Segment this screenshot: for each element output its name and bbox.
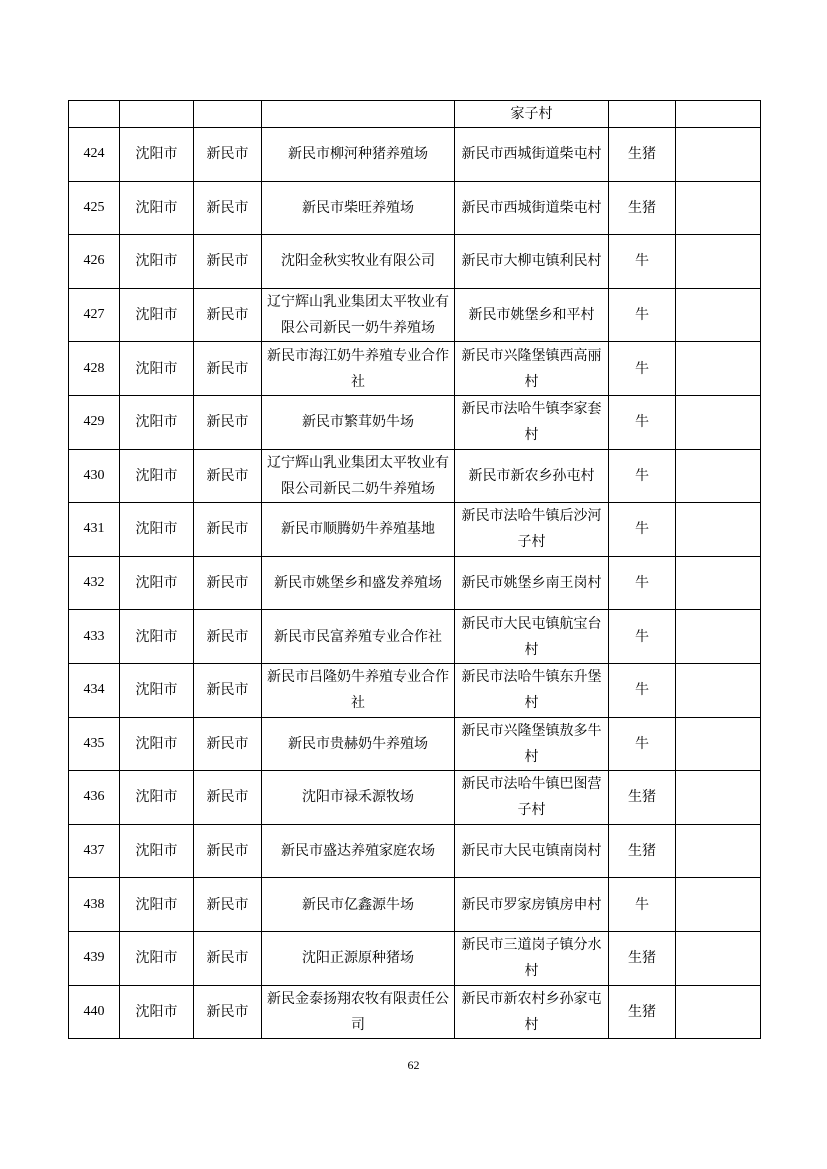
cell-address: 新民市兴隆堡镇敖多牛村 [455, 717, 609, 771]
cell-farm-name [262, 101, 455, 128]
cell-address: 新民市姚堡乡南王岗村 [455, 556, 609, 610]
cell-no: 436 [69, 771, 120, 825]
table-row [69, 663, 761, 717]
cell-address: 新民市法哈牛镇东升堡村 [455, 663, 609, 717]
cell-no: 433 [69, 610, 120, 664]
cell-city: 沈阳市 [120, 288, 194, 342]
cell-county: 新民市 [194, 503, 262, 557]
cell-note [676, 556, 761, 610]
cell-no: 432 [69, 556, 120, 610]
cell-farm-name: 辽宁辉山乳业集团太平牧业有限公司新民二奶牛养殖场 [262, 449, 455, 503]
cell-county: 新民市 [194, 288, 262, 342]
cell-note [676, 771, 761, 825]
cell-note [676, 288, 761, 342]
table-row [69, 610, 761, 664]
cell-county: 新民市 [194, 181, 262, 235]
cell-county: 新民市 [194, 395, 262, 449]
cell-species: 牛 [609, 556, 676, 610]
cell-farm-name: 新民市姚堡乡和盛发养殖场 [262, 556, 455, 610]
table-row [69, 878, 761, 932]
cell-city: 沈阳市 [120, 449, 194, 503]
cell-county: 新民市 [194, 342, 262, 396]
table-row [69, 503, 761, 557]
cell-note [676, 610, 761, 664]
cell-species: 牛 [609, 288, 676, 342]
cell-address: 新民市大民屯镇航宝台村 [455, 610, 609, 664]
table-row [69, 556, 761, 610]
cell-species: 生猪 [609, 181, 676, 235]
cell-address: 新民市兴隆堡镇西高丽村 [455, 342, 609, 396]
cell-farm-name: 新民市顺腾奶牛养殖基地 [262, 503, 455, 557]
cell-address: 新民市三道岗子镇分水村 [455, 931, 609, 985]
cell-county: 新民市 [194, 771, 262, 825]
cell-species: 牛 [609, 503, 676, 557]
cell-city: 沈阳市 [120, 878, 194, 932]
cell-species: 牛 [609, 235, 676, 289]
table-body [69, 101, 761, 1039]
cell-county: 新民市 [194, 556, 262, 610]
cell-no: 438 [69, 878, 120, 932]
page-number: 62 [407, 1058, 420, 1072]
cell-address: 新民市西城街道柴屯村 [455, 181, 609, 235]
cell-city: 沈阳市 [120, 235, 194, 289]
cell-note [676, 235, 761, 289]
cell-farm-name: 新民市柳河种猪养殖场 [262, 128, 455, 182]
cell-species: 牛 [609, 878, 676, 932]
cell-city: 沈阳市 [120, 717, 194, 771]
cell-farm-name: 新民市贵赫奶牛养殖场 [262, 717, 455, 771]
cell-note [676, 503, 761, 557]
cell-city: 沈阳市 [120, 663, 194, 717]
table-row [69, 342, 761, 396]
cell-city: 沈阳市 [120, 610, 194, 664]
cell-city: 沈阳市 [120, 342, 194, 396]
cell-city: 沈阳市 [120, 503, 194, 557]
cell-farm-name: 新民市海江奶牛养殖专业合作社 [262, 342, 455, 396]
cell-no [69, 101, 120, 128]
cell-no: 434 [69, 663, 120, 717]
cell-city: 沈阳市 [120, 985, 194, 1039]
cell-county: 新民市 [194, 610, 262, 664]
cell-farm-name: 新民金泰扬翔农牧有限责任公司 [262, 985, 455, 1039]
cell-address: 新民市西城街道柴屯村 [455, 128, 609, 182]
cell-county: 新民市 [194, 985, 262, 1039]
cell-county: 新民市 [194, 128, 262, 182]
cell-address: 新民市大民屯镇南岗村 [455, 824, 609, 878]
table-row [69, 824, 761, 878]
table-row [69, 931, 761, 985]
cell-note [676, 342, 761, 396]
cell-no: 439 [69, 931, 120, 985]
cell-species: 牛 [609, 663, 676, 717]
table-row [69, 449, 761, 503]
cell-no: 435 [69, 717, 120, 771]
cell-no: 429 [69, 395, 120, 449]
cell-species [609, 101, 676, 128]
cell-city: 沈阳市 [120, 181, 194, 235]
cell-species: 生猪 [609, 771, 676, 825]
cell-species: 生猪 [609, 824, 676, 878]
cell-address: 新民市大柳屯镇利民村 [455, 235, 609, 289]
cell-no: 430 [69, 449, 120, 503]
cell-no: 426 [69, 235, 120, 289]
cell-city [120, 101, 194, 128]
cell-county: 新民市 [194, 931, 262, 985]
cell-farm-name: 新民市柴旺养殖场 [262, 181, 455, 235]
table-row [69, 717, 761, 771]
cell-address: 新民市法哈牛镇后沙河子村 [455, 503, 609, 557]
cell-county: 新民市 [194, 878, 262, 932]
cell-no: 425 [69, 181, 120, 235]
cell-farm-name: 沈阳正源原种猪场 [262, 931, 455, 985]
cell-farm-name: 新民市吕隆奶牛养殖专业合作社 [262, 663, 455, 717]
cell-species: 生猪 [609, 931, 676, 985]
cell-farm-name: 新民市繁茸奶牛场 [262, 395, 455, 449]
cell-farm-name: 新民市亿鑫源牛场 [262, 878, 455, 932]
cell-address: 家子村 [455, 101, 609, 128]
cell-no: 424 [69, 128, 120, 182]
cell-no: 428 [69, 342, 120, 396]
cell-address: 新民市新农村乡孙家屯村 [455, 985, 609, 1039]
cell-note [676, 128, 761, 182]
cell-species: 生猪 [609, 128, 676, 182]
cell-farm-name: 新民市民富养殖专业合作社 [262, 610, 455, 664]
cell-note [676, 101, 761, 128]
table-row [69, 235, 761, 289]
cell-county: 新民市 [194, 235, 262, 289]
cell-city: 沈阳市 [120, 931, 194, 985]
cell-species: 牛 [609, 610, 676, 664]
cell-county [194, 101, 262, 128]
cell-city: 沈阳市 [120, 556, 194, 610]
table-row [69, 771, 761, 825]
cell-note [676, 449, 761, 503]
cell-farm-name: 沈阳市禄禾源牧场 [262, 771, 455, 825]
table-row [69, 288, 761, 342]
cell-city: 沈阳市 [120, 824, 194, 878]
cell-city: 沈阳市 [120, 771, 194, 825]
cell-city: 沈阳市 [120, 128, 194, 182]
cell-note [676, 717, 761, 771]
cell-note [676, 181, 761, 235]
cell-no: 440 [69, 985, 120, 1039]
cell-note [676, 395, 761, 449]
cell-no: 437 [69, 824, 120, 878]
table-row [69, 181, 761, 235]
cell-no: 431 [69, 503, 120, 557]
cell-farm-name: 辽宁辉山乳业集团太平牧业有限公司新民一奶牛养殖场 [262, 288, 455, 342]
table-row [69, 985, 761, 1039]
cell-note [676, 985, 761, 1039]
farm-list-table [68, 100, 761, 1039]
cell-county: 新民市 [194, 717, 262, 771]
cell-county: 新民市 [194, 824, 262, 878]
table-row-continuation [69, 101, 761, 128]
cell-note [676, 931, 761, 985]
table-row [69, 395, 761, 449]
cell-species: 牛 [609, 449, 676, 503]
cell-city: 沈阳市 [120, 395, 194, 449]
cell-address: 新民市法哈牛镇巴图营子村 [455, 771, 609, 825]
table-row [69, 128, 761, 182]
cell-address: 新民市姚堡乡和平村 [455, 288, 609, 342]
cell-species: 生猪 [609, 985, 676, 1039]
cell-note [676, 824, 761, 878]
cell-address: 新民市新农乡孙屯村 [455, 449, 609, 503]
cell-note [676, 663, 761, 717]
cell-farm-name: 沈阳金秋实牧业有限公司 [262, 235, 455, 289]
cell-species: 牛 [609, 342, 676, 396]
cell-no: 427 [69, 288, 120, 342]
cell-county: 新民市 [194, 663, 262, 717]
cell-county: 新民市 [194, 449, 262, 503]
cell-address: 新民市罗家房镇房申村 [455, 878, 609, 932]
cell-species: 牛 [609, 395, 676, 449]
cell-species: 牛 [609, 717, 676, 771]
cell-address: 新民市法哈牛镇李家套村 [455, 395, 609, 449]
cell-farm-name: 新民市盛达养殖家庭农场 [262, 824, 455, 878]
cell-note [676, 878, 761, 932]
